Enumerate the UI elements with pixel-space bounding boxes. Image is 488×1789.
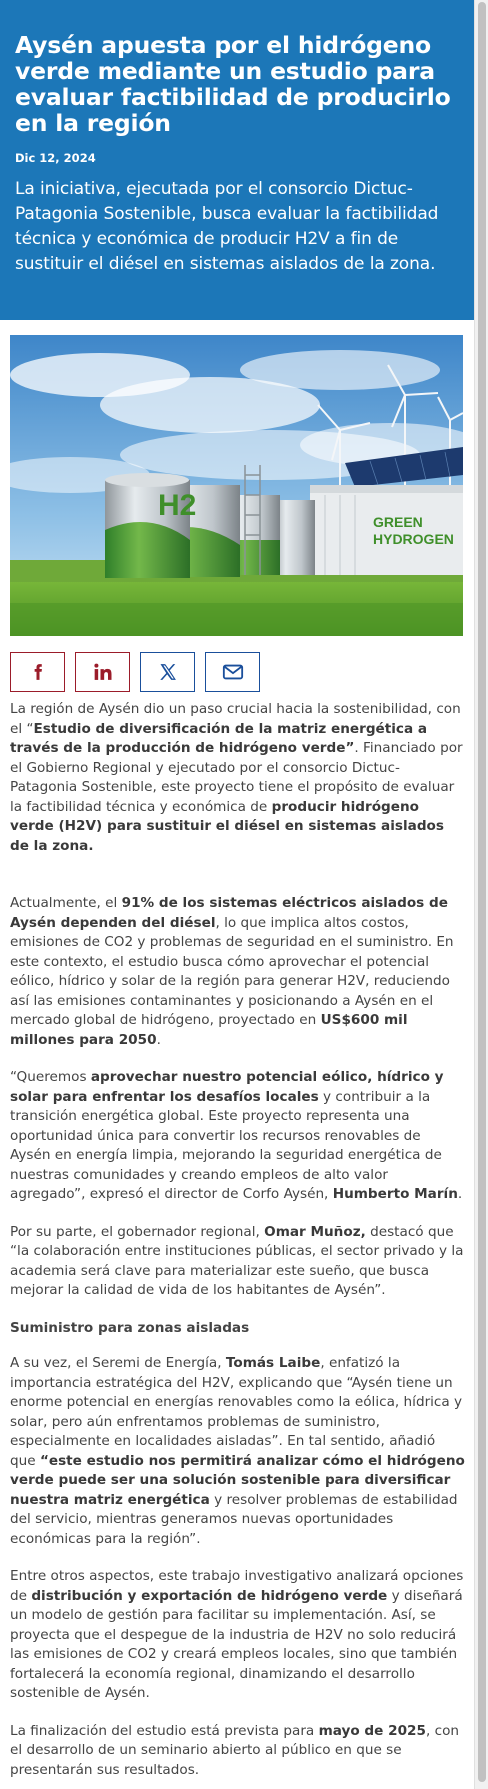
paragraph-7: La finalización del estudio está prevista para mayo de 2025, con el desarrollo de un seminario abierto al público en que se presentarán sus resultados. <box>10 1722 460 1778</box>
article-lead: La iniciativa, ejecutada por el consorcio Dictuc-Patagonia Sostenible, busca evaluar la factibilidad técnica y económica de producir H2V a fin de sustituir el diésel en sistemas aislados de la zona. <box>15 179 439 274</box>
article-image <box>10 335 463 636</box>
tank-label: H2 <box>158 489 197 522</box>
mail-icon <box>222 663 244 681</box>
paragraph-6: Entre otros aspectos, este trabajo investigativo analizará opciones de distribución y exportación de hidrógeno verde y diseñará un modelo de gestión para facilitar su implementación. Así, se proyecta que el despegue de la industria de H2V no solo reducirá las emisiones de CO2 y creará empleos locales, sino que también fortalecerá la economía regional, dinamizando el desarrollo sostenible de Aysén. <box>10 1568 464 1701</box>
paragraph-4: Por su parte, el gobernador regional, Omar Muñoz, destacó que “la colaboración entre instituciones públicas, el sector privado y la academia será clave para materializar este sueño, que busca mejorar la calidad de vida de los habitantes de Aysén”. <box>10 1223 464 1298</box>
x-icon <box>158 662 178 682</box>
paragraph-2: Actualmente, el 91% de los sistemas eléctricos aislados de Aysén dependen del diésel, lo que implica altos costos, emisiones de CO2 y problemas de seguridad en el suministro. En este contexto, el estudio busca cómo aprovechar el potencial eólico, hídrico y solar de la región para generar H2V, reduciendo así las emisiones contaminantes y posicionando a Aysén en el mercado global de hidrógeno, proyectado en US$600 mil millones para 2050. <box>10 895 454 1048</box>
paragraph-5: A su vez, el Seremi de Energía, Tomás Laibe, enfatizó la importancia estratégica del H2V, explicando que “Aysén tiene un enorme potencial en energías renovables como la eólica, hídrica y solar, pero aún enfrentamos problemas de suministro, especialmente en localidades aisladas”. En tal sentido, añadió que “este estudio nos permitirá analizar cómo el hidrógeno verde puede ser una solución sostenible para diversificar nuestra matriz energética y resolver problemas de estabilidad del servicio, mientras generamos nuevas oportunidades económicas para la región”. <box>10 1355 465 1547</box>
share-facebook-button[interactable] <box>10 652 65 692</box>
share-bar <box>10 652 260 692</box>
paragraph-3: “Queremos aprovechar nuestro potencial eólico, hídrico y solar para enfrentar los desafíos locales y contribuir a la transición energética global. Este proyecto representa una oportunidad única para convertir los recursos renovables de Aysén en energía limpia, mejorando la seguridad energética de nuestras comunidades y creando empleos de alto valor agregado”, expresó el director de Corfo Aysén, Humberto Marín. <box>10 1069 463 1202</box>
article-body <box>10 700 465 1789</box>
article-title: Aysén apuesta por el hidrógeno verde mediante un estudio para evaluar factibilidad de producirlo en la región <box>15 31 451 137</box>
page-scrollbar[interactable] <box>474 0 488 1789</box>
share-linkedin-button[interactable] <box>75 652 130 692</box>
scrollbar-thumb[interactable] <box>478 2 486 1782</box>
container-label-2: HYDROGEN <box>373 531 454 547</box>
paragraph-1: La región de Aysén dio un paso crucial hacia la sostenibilidad, con el “Estudio de diversificación de la matriz energética a través de la producción de hidrógeno verde”. Financiado por el Gobierno Regional y ejecutado por el consorcio Dictuc-Patagonia Sostenible, este proyecto tiene el propósito de evaluar la factibilidad técnica y económica de producir hidrógeno verde (H2V) para sustituir el diésel en sistemas aislados de la zona. <box>10 701 463 854</box>
article-date: Dic 12, 2024 <box>15 151 96 165</box>
share-email-button[interactable] <box>205 652 260 692</box>
section-subheading: Suministro para zonas aisladas <box>10 1319 250 1336</box>
facebook-icon <box>29 663 47 681</box>
article-header <box>0 0 474 320</box>
container-label-1: GREEN <box>373 514 423 530</box>
linkedin-icon <box>93 662 113 682</box>
share-x-button[interactable] <box>140 652 195 692</box>
